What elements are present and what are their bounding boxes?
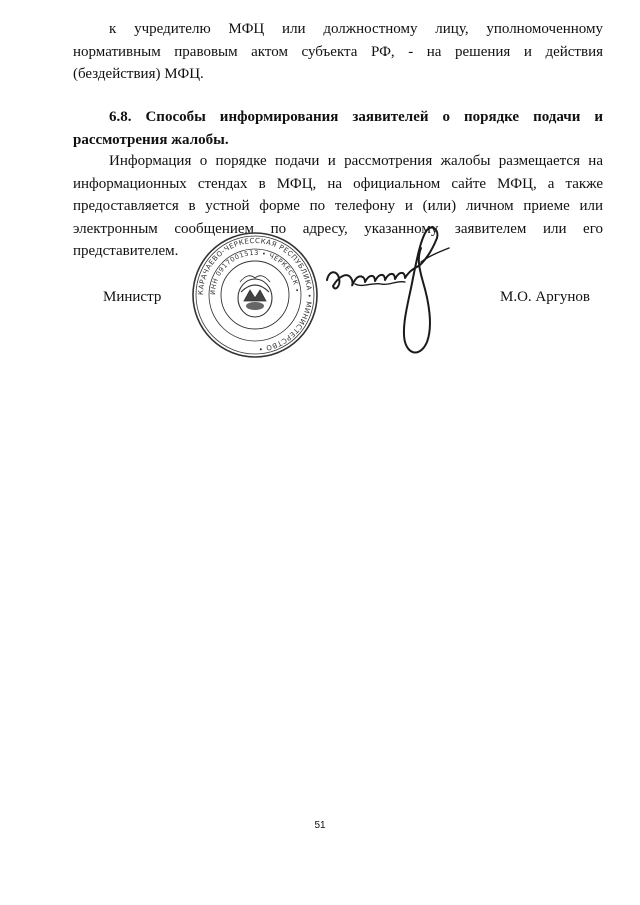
handwritten-signature [325,218,460,363]
paragraph-information-methods: Информация о порядке подачи и рассмотрения жалобы размещается на информационных стендах в МФЦ, на официальном сайте МФЦ, а также предоставляется в устной форме по телефону и (или) личном приеме или электронным сообщением по адресу, указанному заявителем или его представителем. [73,153,603,259]
signatory-name: М.О. Аргунов [500,289,591,305]
seal-inner-text: ИНН 0917001513 • ЧЕРКЕССК • [208,248,301,296]
seal-outer-text: КАРАЧАЕВО-ЧЕРКЕССКАЯ РЕСПУБЛИКА • МИНИСТЕРСТВО • [196,236,314,353]
signatory-position: Министр [103,289,162,305]
section-heading-6-8: 6.8. Способы информирования заявителей о порядке подачи и рассмотрения жалобы. [73,109,603,148]
official-seal-stamp [190,230,320,360]
page-number: 51 [314,820,326,831]
coat-of-arms-emblem [238,276,272,317]
paragraph-complaint-recipient: к учредителю МФЦ или должностному лицу, уполномоченному нормативным правовым актом субъекта РФ, - на решения и действия (бездействия) МФЦ. [73,21,603,82]
